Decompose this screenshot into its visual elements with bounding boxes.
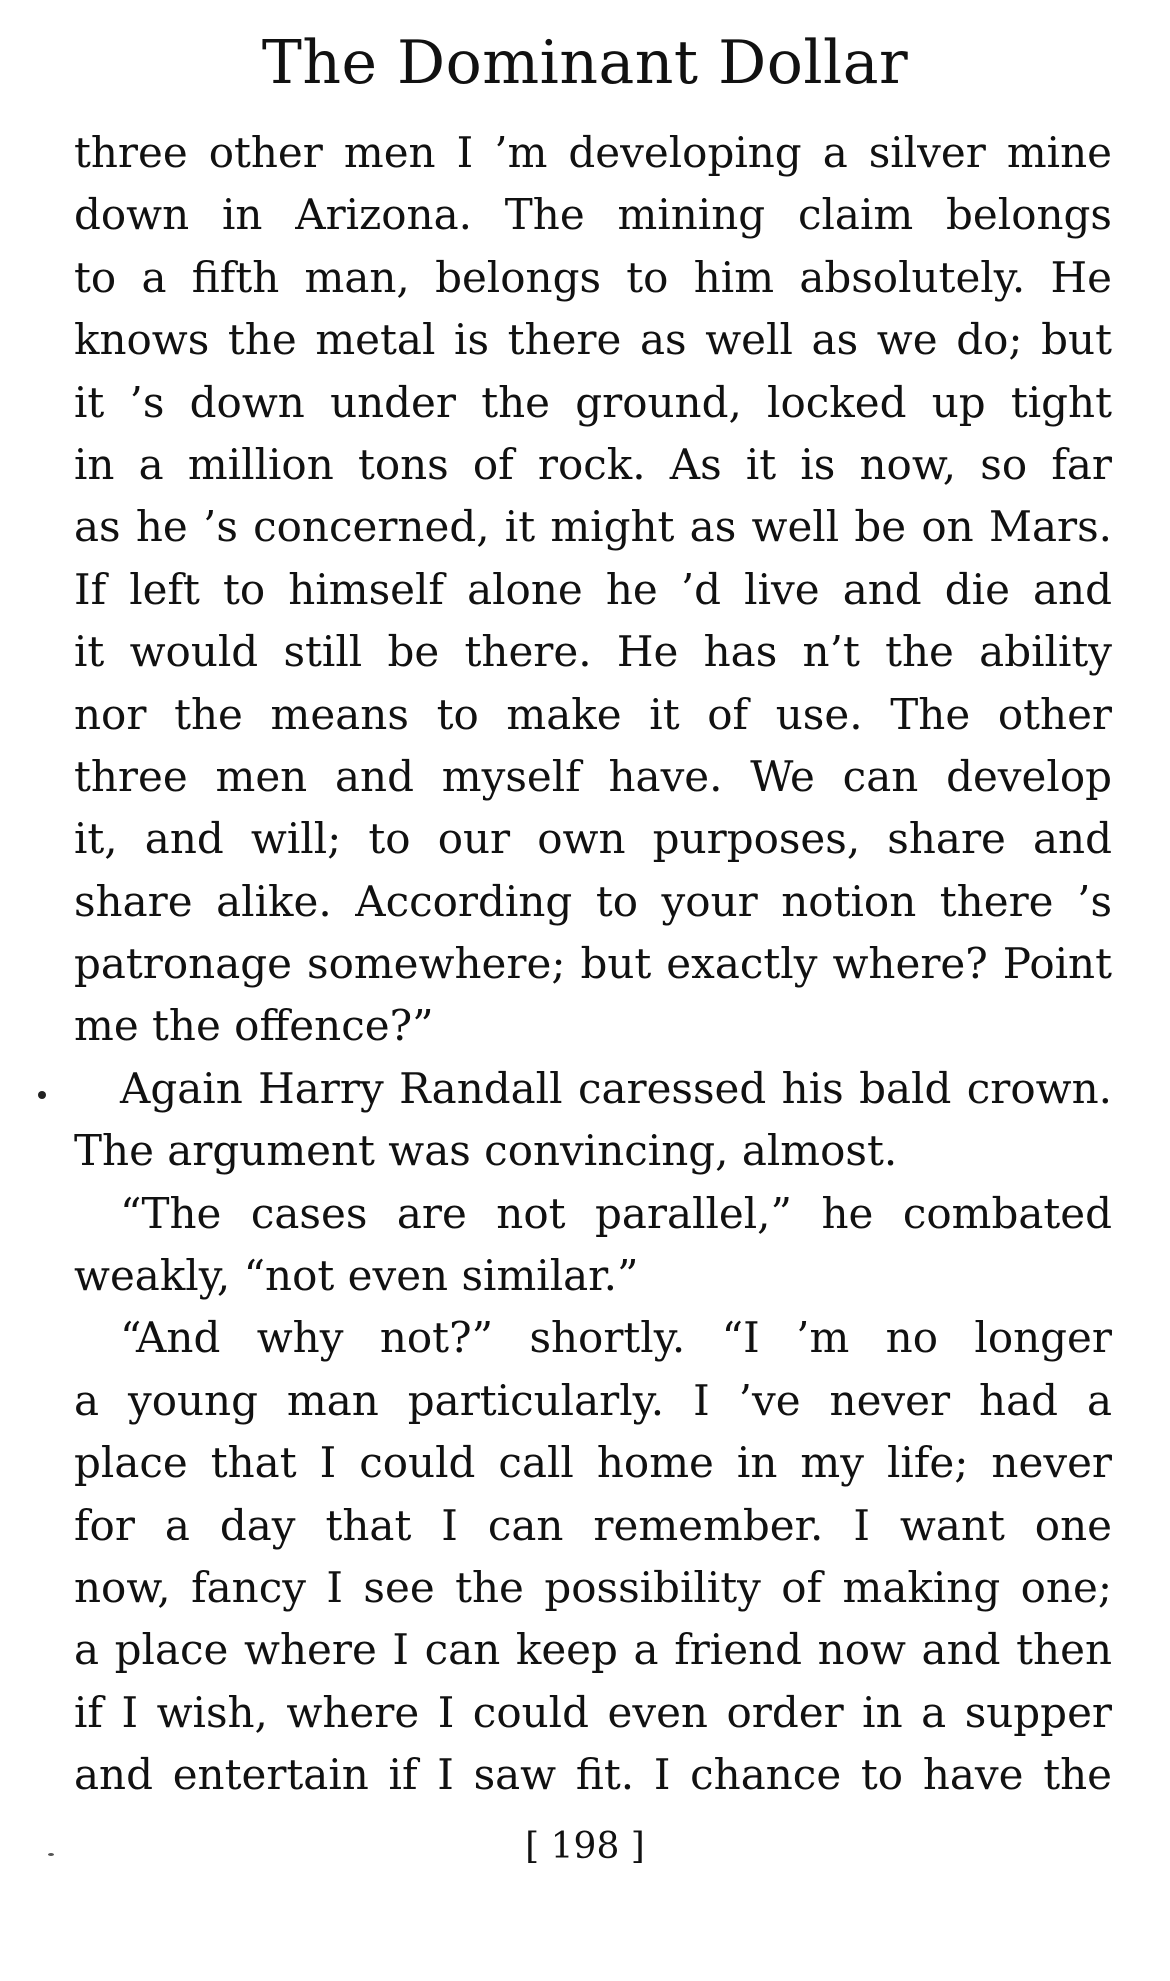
text-line: in a million tons of rock. As it is now, so far xyxy=(74,439,1112,489)
text-line: it ’s down under the ground, locked up tight xyxy=(74,377,1112,427)
text-line: “And why not?” shortly. “I ’m no longer xyxy=(120,1313,1112,1363)
text-line: three other men I ’m developing a silver mine xyxy=(74,128,1112,177)
text-line: as he ’s concerned, it might as well be on Mars. xyxy=(74,502,1112,552)
text-line: now, fancy I see the possibility of making one; xyxy=(74,1562,1112,1612)
text-line: “The cases are not parallel,” he combated xyxy=(120,1188,1112,1238)
text-line: three men and myself have. We can develop xyxy=(74,751,1112,801)
text-line: weakly, “not even similar.” xyxy=(74,1251,639,1301)
text-line: if I wish, where I could even order in a supper xyxy=(74,1687,1112,1737)
text-line: it, and will; to our own purposes, share and xyxy=(74,814,1112,864)
paragraph xyxy=(74,1183,1112,1308)
text-line: nor the means to make it of use. The other xyxy=(74,689,1112,739)
page-number: [ 198 ] xyxy=(525,1826,645,1867)
text-line: share alike. According to your notion there ’s xyxy=(74,876,1112,926)
text-line: patronage somewhere; but exactly where? Point xyxy=(74,939,1112,989)
running-head: The Dominant Dollar xyxy=(261,28,909,98)
text-line: and entertain if I saw fit. I chance to have the xyxy=(74,1750,1112,1800)
text-line: it would still be there. He has n’t the ability xyxy=(74,627,1112,677)
text-line: to a fifth man, belongs to him absolutely. He xyxy=(74,252,1112,302)
ink-speck xyxy=(38,1091,46,1099)
text-line: me the offence?” xyxy=(74,1001,434,1051)
text-line: Again Harry Randall caressed his bald crown. xyxy=(120,1063,1112,1113)
text-line: a place where I can keep a friend now and then xyxy=(74,1625,1112,1675)
ink-speck xyxy=(48,1853,54,1856)
text-line: place that I could call home in my life; never xyxy=(74,1438,1112,1488)
text-line: knows the metal is there as well as we do; but xyxy=(74,315,1112,365)
text-line: down in Arizona. The mining claim belongs xyxy=(74,190,1112,240)
text-line: If left to himself alone he ’d live and die and xyxy=(74,564,1112,614)
text-line: a young man particularly. I ’ve never had a xyxy=(74,1375,1112,1425)
paragraph xyxy=(74,1058,1112,1183)
text-line: The argument was convincing, almost. xyxy=(74,1126,898,1176)
text-line: for a day that I can remember. I want one xyxy=(74,1500,1112,1550)
paragraph xyxy=(74,122,1112,1058)
paragraph xyxy=(74,1307,1112,1806)
body-text xyxy=(74,122,1112,1807)
